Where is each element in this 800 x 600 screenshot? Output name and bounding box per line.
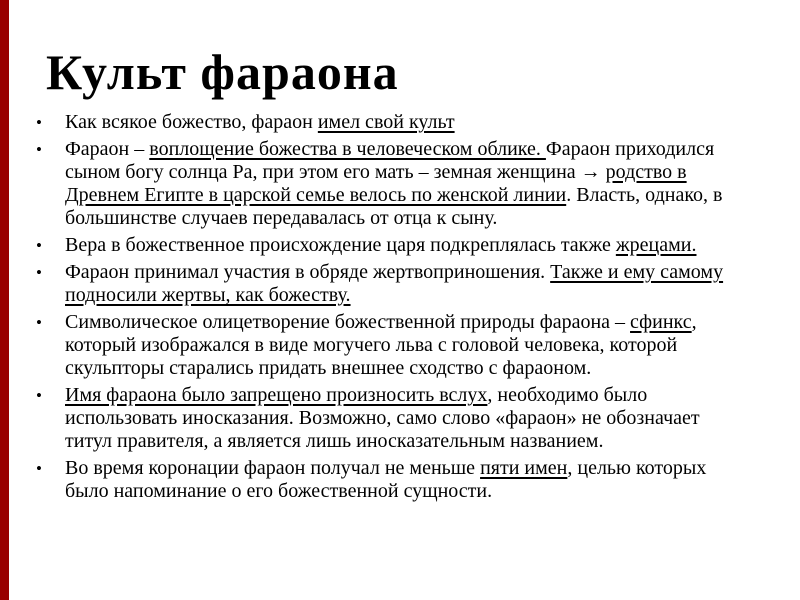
bullet-marker-icon: • (36, 140, 42, 159)
text-run: Вера в божественное происхождение царя подкреплялась также (65, 234, 616, 256)
bullet-item (0, 138, 748, 230)
text-run: Фараон принимал участия в обряде жертвоприношения. (65, 261, 551, 283)
bullet-item (0, 384, 748, 453)
text-run: Фараон – (65, 138, 150, 160)
underlined-text-run: имел свой культ (317, 111, 455, 133)
bullet-item (0, 457, 748, 503)
bullet-item (0, 234, 748, 257)
bullet-marker-icon: • (36, 459, 42, 478)
bullet-marker-icon: • (36, 313, 42, 332)
bullet-item (0, 311, 748, 380)
underlined-text-run: Имя фараона было запрещено произносить вслух (65, 384, 488, 406)
underlined-text-run: пяти имен (480, 457, 568, 479)
underlined-text-run: родство в Древнем Египте в царской семье велось по женской линии (65, 161, 687, 206)
text-run: Как всякое божество, фараон (65, 111, 318, 133)
text-run: , целью которых было напоминание о его божественной сущности. (65, 457, 707, 502)
underlined-text-run: жрецами. (615, 234, 697, 256)
bullet-marker-icon: • (36, 263, 42, 282)
text-run: , необходимо было использовать иносказания. Возможно, само слово «фараон» не обозначает титул правителя, а является лишь иносказательным названием. (65, 384, 700, 452)
bullet-item (0, 261, 748, 307)
text-run: . Власть, однако, в большинстве случаев передавалась от отца к сыну. (65, 184, 723, 229)
text-run: , который изображался в виде могучего льва с головой человека, которой скульпторы старались придать внешнее сходство с фараоном. (65, 311, 697, 379)
text-run: Во время коронации фараон получал не меньше (65, 457, 481, 479)
bullet-item (0, 111, 748, 134)
underlined-text-run: воплощение божества в человеческом облике. (149, 138, 546, 160)
bullet-marker-icon: • (36, 236, 42, 255)
underlined-text-run: Также и ему самому подносили жертвы, как божеству. (65, 261, 724, 306)
slide-title: Культ фараона (46, 44, 399, 100)
bullet-list (0, 111, 748, 507)
bullet-marker-icon: • (36, 113, 42, 132)
text-run: Фараон приходился сыном богу солнца Ра, при этом его мать – земная женщина → (65, 138, 715, 183)
text-run: Символическое олицетворение божественной природы фараона – (65, 311, 631, 333)
bullet-marker-icon: • (36, 386, 42, 405)
underlined-text-run: сфинкс (630, 311, 692, 333)
